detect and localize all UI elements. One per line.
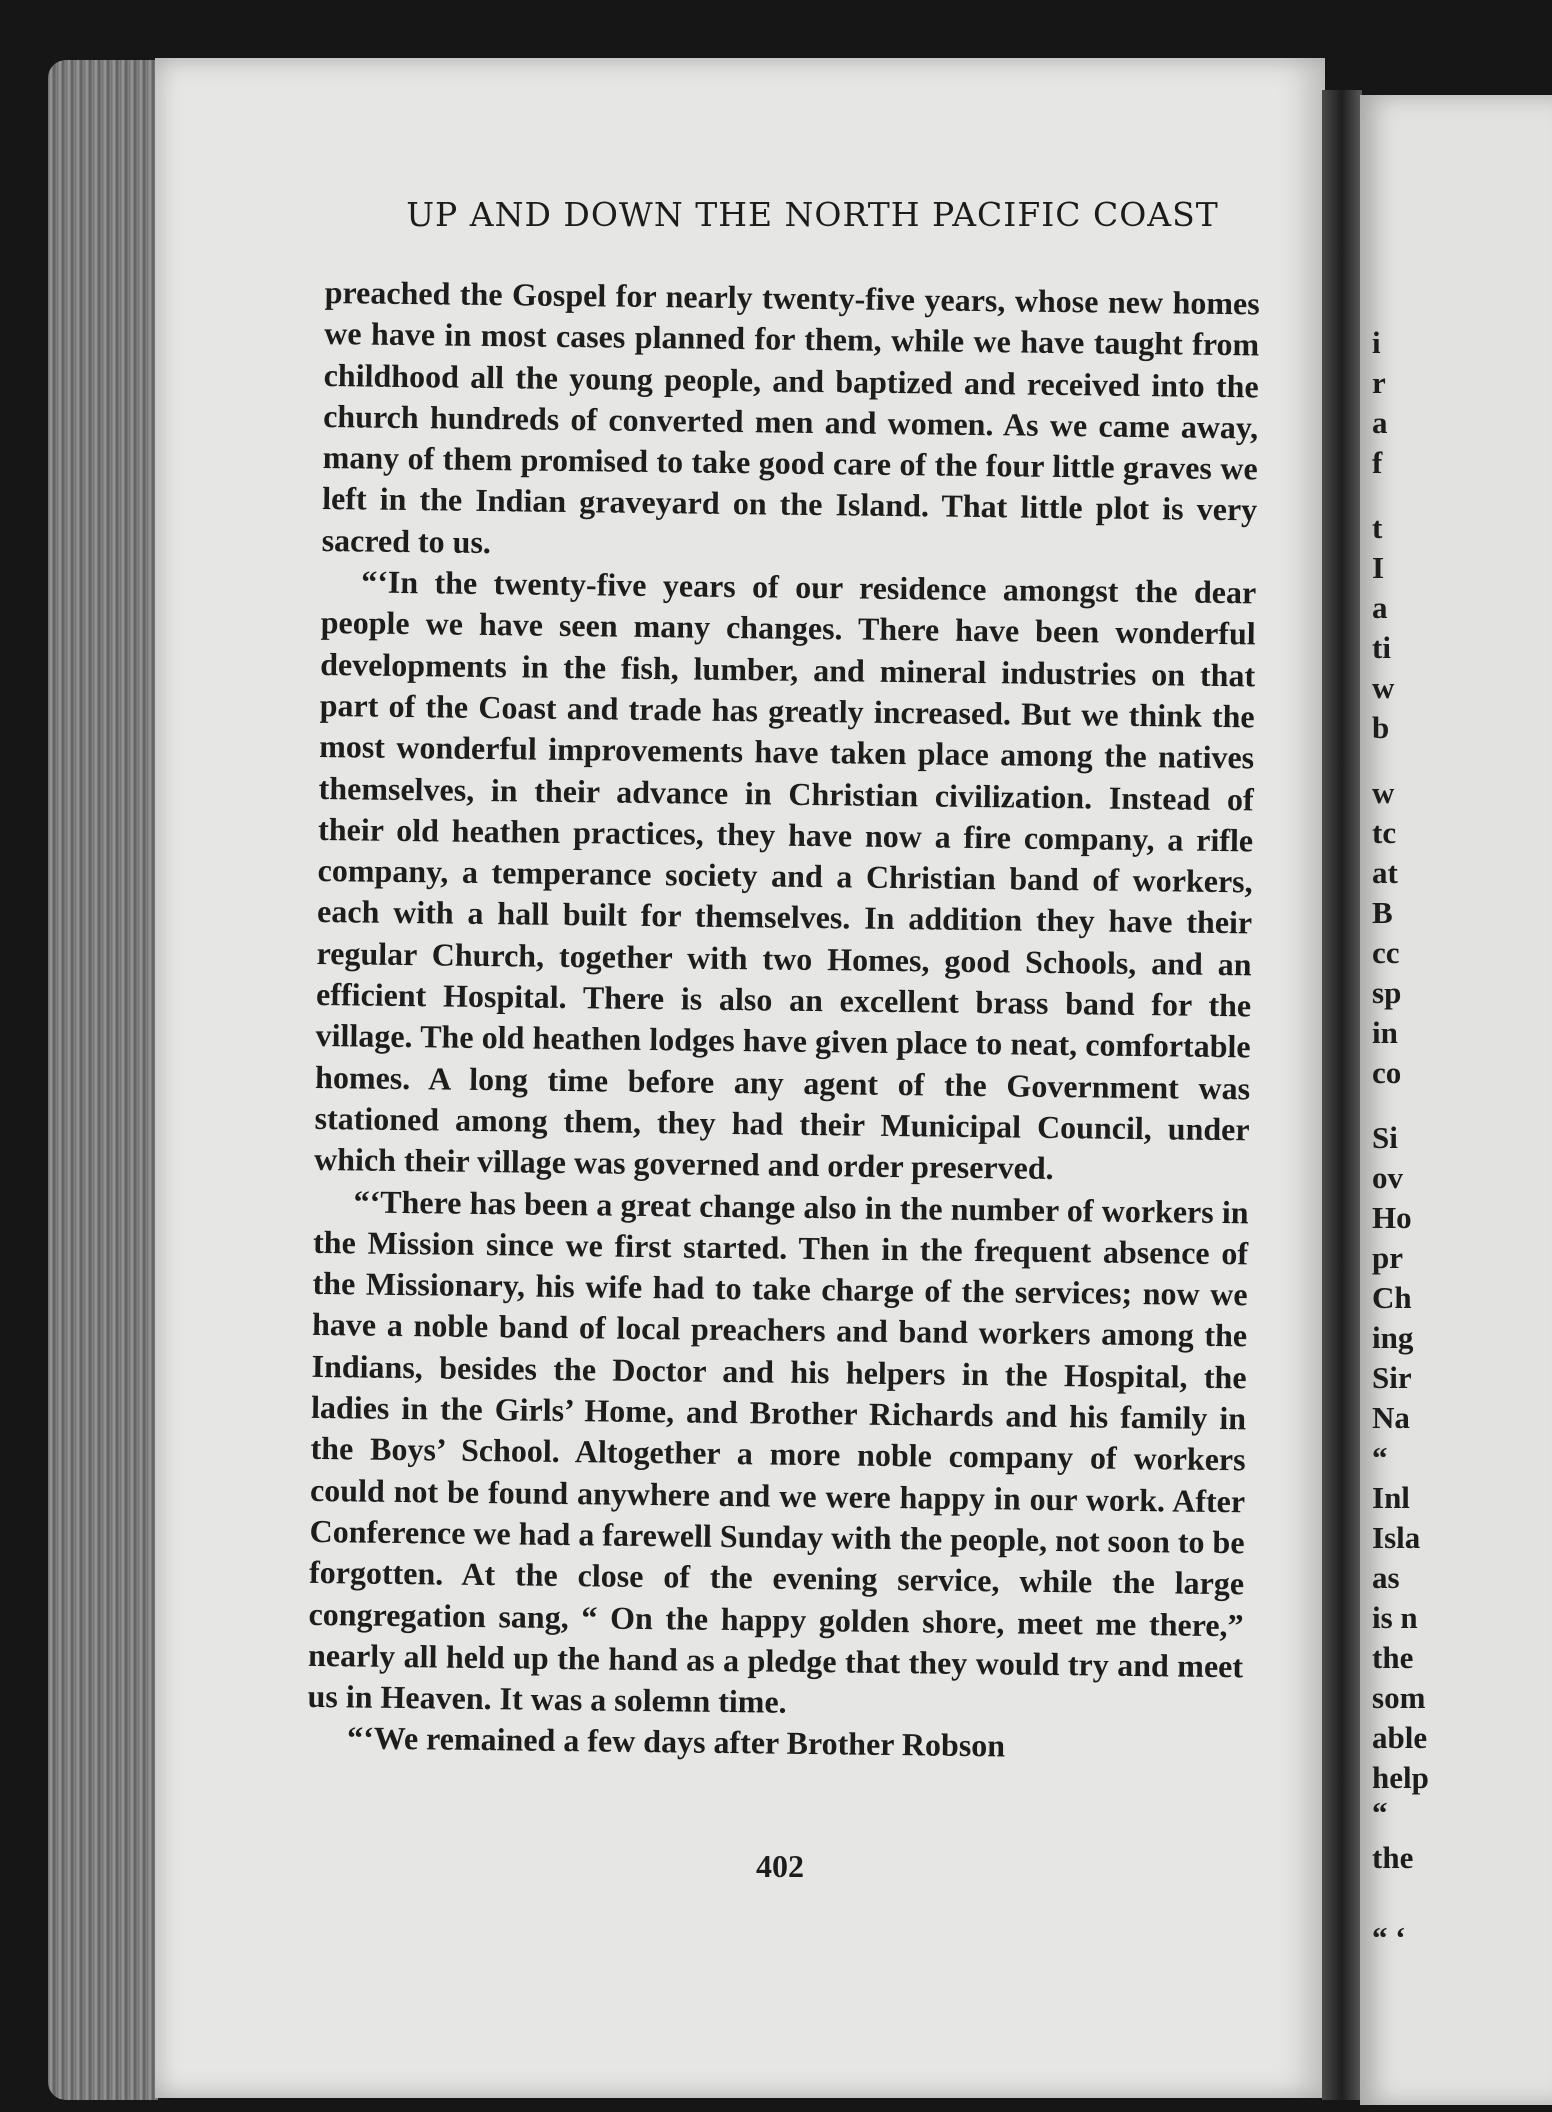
text-fragment: pr [1372, 1240, 1403, 1275]
text-fragment: cc [1372, 935, 1400, 970]
text-fragment: i [1372, 325, 1381, 360]
text-fragment: Si [1372, 1120, 1398, 1155]
body-text [307, 272, 1260, 1770]
right-page [1360, 95, 1552, 2105]
page-edges [48, 60, 158, 2100]
text-fragment: Inl [1372, 1480, 1410, 1515]
text-fragment: Ho [1372, 1200, 1412, 1235]
text-fragment: tc [1372, 815, 1397, 850]
text-fragment: help [1372, 1760, 1429, 1795]
text-fragment: “ ‘ [1372, 1920, 1406, 1955]
text-fragment: is n [1372, 1600, 1418, 1635]
paragraph: preached the Gospel for nearly twenty-five years, whose new homes we have in most cases planned for them, while we have taught from childhood all the young people, and baptized and received into the church hundreds of converted men and women. As we came away, many of them promised to take good care of the four little graves we left in the Indian graveyard on the Island. That little plot is very sacred to us. [321, 273, 1260, 560]
text-fragment: “ [1372, 1795, 1388, 1830]
text-fragment: able [1372, 1720, 1428, 1755]
text-fragment: in [1372, 1015, 1398, 1050]
paragraph: “‘In the twenty-five years of our residence amongst the dear people we have seen many changes. There have been wonderful developments in the fish, lumber, and mineral industries on that part of the Coast and trade has greatly increased. But we think the most wonderful improvements have taken place among the natives themselves, in their advance in Christian civilization. Instead of their old heathen practices, they have now a fire company, a rifle company, a temperance society and a Christian band of workers, each with a hall built for themselves. In addition they have their regular Church, together with two Homes, good Schools, and an efficient Hospital. There is also an excellent brass band for the village. The old heathen lodges have given place to neat, comfortable homes. A long time before any agent of the Government was stationed among them, they had their Municipal Council, under which their village was governed and order preserved. [313, 563, 1257, 1187]
text-fragment: co [1372, 1055, 1402, 1090]
running-head: UP AND DOWN THE NORTH PACIFIC COAST [406, 195, 1219, 234]
text-fragment: Isla [1372, 1520, 1421, 1555]
text-fragment: ov [1372, 1160, 1403, 1195]
page-number: 402 [756, 1848, 804, 1884]
paragraph: “‘We remained a few days after Brother Robson [346, 1719, 1006, 1764]
text-fragment: as [1372, 1560, 1400, 1595]
text-fragment: a [1372, 405, 1388, 440]
text-fragment: Ch [1372, 1280, 1412, 1315]
text-fragment: “ [1372, 1440, 1388, 1475]
text-fragment: a [1372, 590, 1388, 625]
text-fragment: the [1372, 1640, 1414, 1675]
text-fragment: at [1372, 855, 1398, 890]
text-fragment: w [1372, 775, 1395, 810]
text-fragment: sp [1372, 975, 1402, 1010]
text-fragment: w [1372, 670, 1395, 705]
text-fragment: b [1372, 710, 1390, 745]
paragraph: “‘There has been a great change also in the number of workers in the Mission since we first started. Then in the frequent absence of the Missionary, his wife had to take charge of the services; now we have a noble band of local preachers and band workers among the Indians, besides the Doctor and his helpers in the Hospital, the ladies in the Girls’ Home, and Brother Richards and his family in the Boys’ School. Altogether a more noble company of workers could not be found anywhere and we were happy in our work. After Conference we had a farewell Sunday with the people, not soon to be forgotten. At the close of the evening service, while the large congregation sang, “ On the happy golden shore, meet me there,” nearly all held up the hand as a pledge that they would try and meet us in Heaven. It was a solemn time. [307, 1182, 1249, 1720]
text-fragment: Na [1372, 1400, 1410, 1435]
text-fragment: t [1372, 510, 1383, 545]
text-fragment: r [1372, 365, 1386, 400]
book-gutter [1322, 90, 1362, 2100]
text-fragment: B [1372, 895, 1393, 930]
text-fragment: I [1372, 550, 1385, 585]
text-fragment: Sir [1372, 1360, 1412, 1395]
text-fragment: som [1372, 1680, 1426, 1715]
text-fragment: f [1372, 445, 1383, 480]
text-fragment: ti [1372, 630, 1391, 665]
text-fragment: the [1372, 1840, 1414, 1875]
text-fragment: ing [1372, 1320, 1414, 1355]
